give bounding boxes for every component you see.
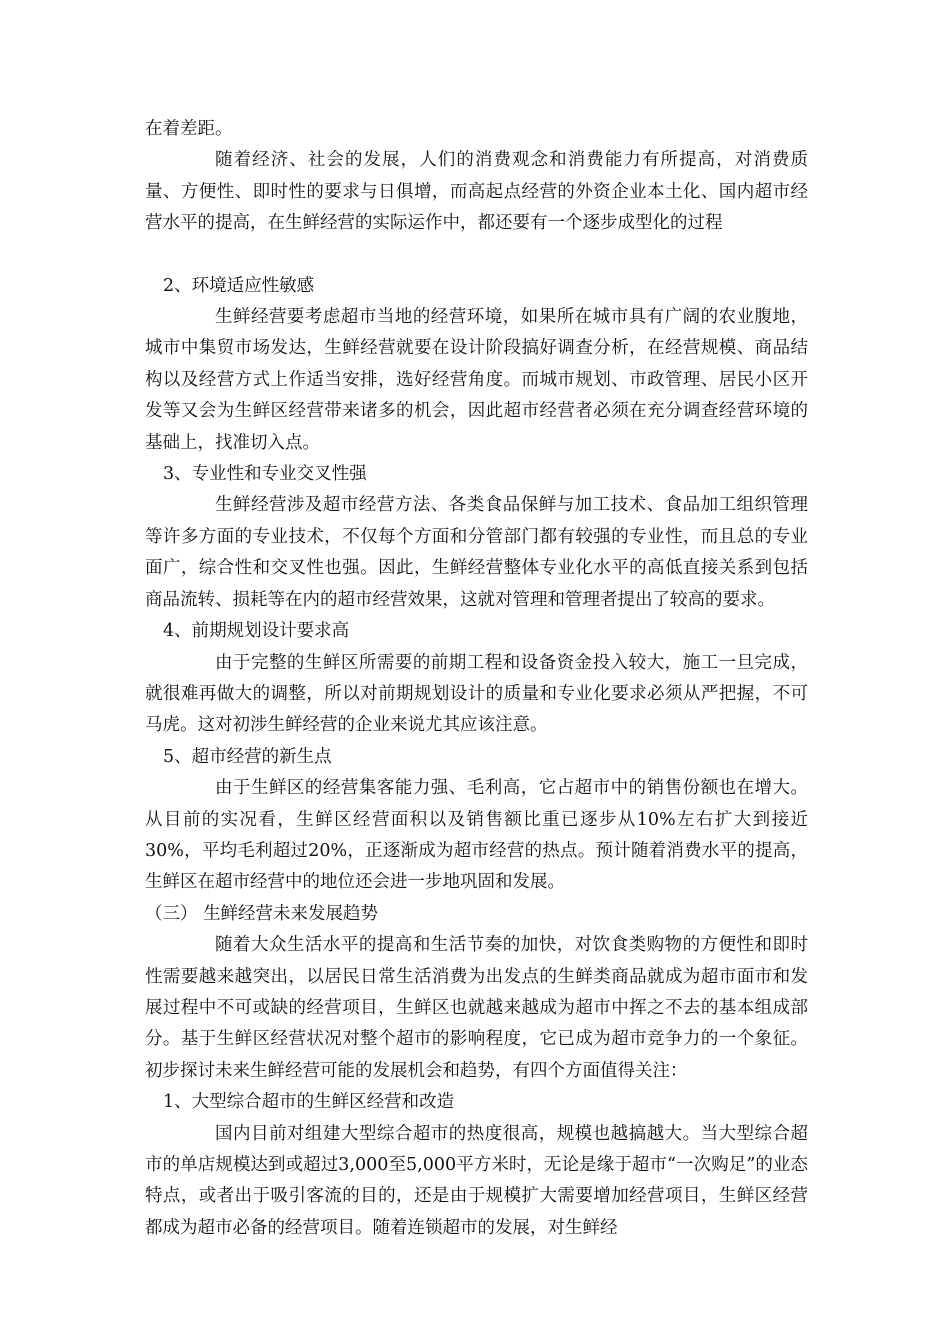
paragraph: 生鲜经营要考虑超市当地的经营环境，如果所在城市具有广阔的农业腹地，城市中集贸市场发达，生鲜经营就要在设计阶段搞好调查分析，在经营规模、商品结构以及经营方式上作适当安排，选好经营角度。而城市规划、市政管理、居民小区开发等又会为生鲜区经营带来诸多的机会，因此超市经营者必须在充分调查经营环境的基础上，找准切入点。 xyxy=(145,307,808,453)
document-page xyxy=(145,114,808,1244)
paragraph: 随着经济、社会的发展，人们的消费观念和消费能力有所提高，对消费质量、方便性、即时性的要求与日俱增，而高起点经营的外资企业本土化、国内超市经营水平的提高，在生鲜经营的实际运作中，都还要有一个逐步成型化的过程 xyxy=(145,150,808,234)
paragraph: 国内目前对组建大型综合超市的热度很高，规模也越搞越大。当大型综合超市的单店规模达到或超过3,000至5,000平方米时，无论是缘于超市“一次购足”的业态特点，或者出于吸引客流的目的，还是由于规模扩大需要增加经营项目，生鲜区经营都成为超市必备的经营项目。随着连锁超市的发展，对生鲜经 xyxy=(145,1123,808,1238)
subheading: 2、环境适应性敏感 xyxy=(163,275,315,296)
blank-line xyxy=(145,240,808,271)
paragraph: 生鲜经营涉及超市经营方法、各类食品保鲜与加工技术、食品加工组织管理等许多方面的专业技术，不仅每个方面和分管部门都有较强的专业性，而且总的专业面广，综合性和交叉性也强。因此，生鲜经营整体专业化水平的高低直接关系到包括商品流转、损耗等在内的超市经营效果，这就对管理和管理者提出了较高的要求。 xyxy=(145,495,808,610)
paragraph: 由于完整的生鲜区所需要的前期工程和设备资金投入较大，施工一旦完成，就很难再做大的调整，所以对前期规划设计的质量和专业化要求必须从严把握，不可马虎。这对初涉生鲜经营的企业来说尤其应该注意。 xyxy=(145,652,808,736)
subheading: 3、专业性和专业交叉性强 xyxy=(163,464,367,485)
subheading: 4、前期规划设计要求高 xyxy=(163,621,350,642)
paragraph: 随着大众生活水平的提高和生活节奏的加快，对饮食类购物的方便性和即时性需要越来越突出，以居民日常生活消费为出发点的生鲜类商品就成为超市面市和发展过程中不可或缺的经营项目，生鲜区也就越来越成为超市中挥之不去的基本组成部分。基于生鲜区经营状况对整个超市的影响程度，它已成为超市竞争力的一个象征。初步探讨未来生鲜经营可能的发展机会和趋势，有四个方面值得关注： xyxy=(145,935,808,1081)
subheading: 1、大型综合超市的生鲜区经营和改造 xyxy=(163,1092,455,1113)
paragraph-continuation: 在着差距。 xyxy=(145,119,233,139)
section-heading: （三） 生鲜经营未来发展趋势 xyxy=(145,903,379,924)
subheading: 5、超市经营的新生点 xyxy=(163,746,332,767)
paragraph: 由于生鲜区的经营集客能力强、毛利高，它占超市中的销售份额也在增大。从目前的实况看，生鲜区经营面积以及销售额比重已逐步从10%左右扩大到接近30%，平均毛利超过20%，正逐渐成为超市经营的热点。预计随着消费水平的提高，生鲜区在超市经营中的地位还会进一步地巩固和发展。 xyxy=(145,778,808,893)
